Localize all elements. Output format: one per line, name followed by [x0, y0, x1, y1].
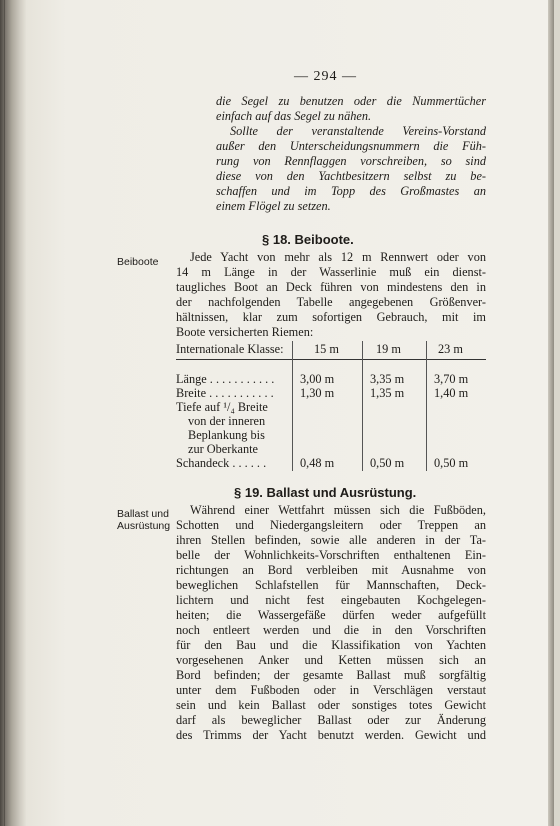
text-line: sein und kein Ballast oder sonstiges totes Gewicht [176, 698, 486, 712]
table-cell: 3,00 m [300, 372, 335, 386]
text-line: Während einer Wettfahrt müssen sich die Fußböden, [190, 503, 486, 517]
table-cell: 1,30 m [300, 386, 335, 400]
text-line: richtungen an Bord verbleiben mit Ausnahme von [176, 563, 486, 577]
row-label: Beplankung bis [188, 428, 265, 442]
text-line: rung von Rennflaggen vorschreiben, so sind [216, 154, 486, 168]
book-gutter [0, 0, 26, 826]
table-cell: 0,50 m [370, 456, 405, 470]
text-line: ihren Stellen befinden, sowie alle anderen in der Ta- [176, 533, 486, 547]
column-header: 19 m [376, 342, 401, 356]
column-divider [292, 341, 293, 471]
section-18-heading: § 18. Beiboote. [262, 232, 354, 247]
page-edge [548, 0, 554, 826]
section-19-heading: § 19. Ballast und Ausrüstung. [234, 485, 417, 500]
column-header: 23 m [438, 342, 463, 356]
text-line: schaffen und im Topp des Großmastes an [216, 184, 486, 198]
margin-note-ausruestung: Ausrüstung [117, 520, 171, 532]
text-line: beweglichen Schlafstellen für Mannschaften, Deck- [176, 578, 486, 592]
row-label: Schandeck . . . . . . [176, 456, 267, 470]
table-cell: 1,40 m [434, 386, 469, 400]
margin-note-ballast: Ballast und [117, 508, 169, 520]
text-line: Jede Yacht von mehr als 12 m Rennwert oder von [190, 250, 486, 264]
text-line: diese von den Yachtbesitzern selbst zu be- [216, 169, 486, 183]
text-line: Bord befinden; der gesamte Ballast muß sorgfältig [176, 668, 486, 682]
margin-note-beiboote: Beiboote [117, 256, 159, 268]
row-label: von der inneren [188, 414, 266, 428]
row-label: Länge . . . . . . . . . . . [176, 372, 275, 386]
text-line: hältnissen, klar zum sofortigen Gebrauch, mit im [176, 310, 486, 324]
table-cell: 3,70 m [434, 372, 469, 386]
text-line: darf als beweglicher Ballast oder zur Änderung [176, 713, 486, 727]
text-line: einem Flögel zu setzen. [216, 199, 331, 213]
text-line: unter dem Fußboden oder in Verschlägen verstaut [176, 683, 486, 697]
text-line: heiten; die Wassergefäße dürfen weder aufgefüllt [176, 608, 486, 622]
table-cell: 0,50 m [434, 456, 469, 470]
row-label: zur Oberkante [188, 442, 258, 456]
text-line: die Segel zu benutzen oder die Nummertücher [216, 94, 486, 108]
table-header-label: Internationale Klasse: [176, 342, 284, 356]
table-cell: 0,48 m [300, 456, 335, 470]
text-line: 14 m Länge in der Wasserlinie muß ein dienst- [176, 265, 486, 279]
table-cell: 3,35 m [370, 372, 405, 386]
continuation-text [216, 94, 486, 214]
section-18-paragraph [176, 250, 486, 340]
page-number: — 294 — [294, 69, 357, 84]
section-19-paragraph [176, 503, 486, 743]
text-line: für den Bau und die Klassifikation von Yachten [176, 638, 486, 652]
text-line: der nachfolgenden Tabelle angegebenen Größenver- [176, 295, 486, 309]
column-divider [362, 341, 363, 471]
table-header [176, 341, 486, 360]
text-line: Schotten und Niedergangsleitern oder Treppen an [176, 518, 486, 532]
column-divider [426, 341, 427, 471]
text-line: vorgesehenen Anker und Ketten müssen sich an [176, 653, 486, 667]
table-cell: 1,35 m [370, 386, 405, 400]
text-line: taugliches Boot an Deck führen von mindestens den in [176, 280, 486, 294]
row-label: Breite . . . . . . . . . . . [176, 386, 274, 400]
text-line: des Trimms der Yacht benutzt werden. Gewicht und [176, 728, 486, 742]
text-line: Sollte der veranstaltende Vereins-Vorstand [230, 124, 486, 138]
text-line: einfach auf das Segel zu nähen. [216, 109, 372, 123]
text-line: Boote versicherten Riemen: [176, 325, 314, 339]
text-line: noch entleert werden und die in den Vorschriften [176, 623, 486, 637]
text-line: außer den Unterscheidungsnummern die Füh- [216, 139, 486, 153]
text-line: belle der Wohnlichkeits-Vorschriften enthaltenen Ein- [176, 548, 486, 562]
boat-size-table [176, 341, 486, 470]
text-line: lichtern und nicht fest eingebauten Kochgelegen- [176, 593, 486, 607]
row-label: Tiefe auf ¹/₄ Breite [176, 400, 268, 414]
column-header: 15 m [314, 342, 339, 356]
